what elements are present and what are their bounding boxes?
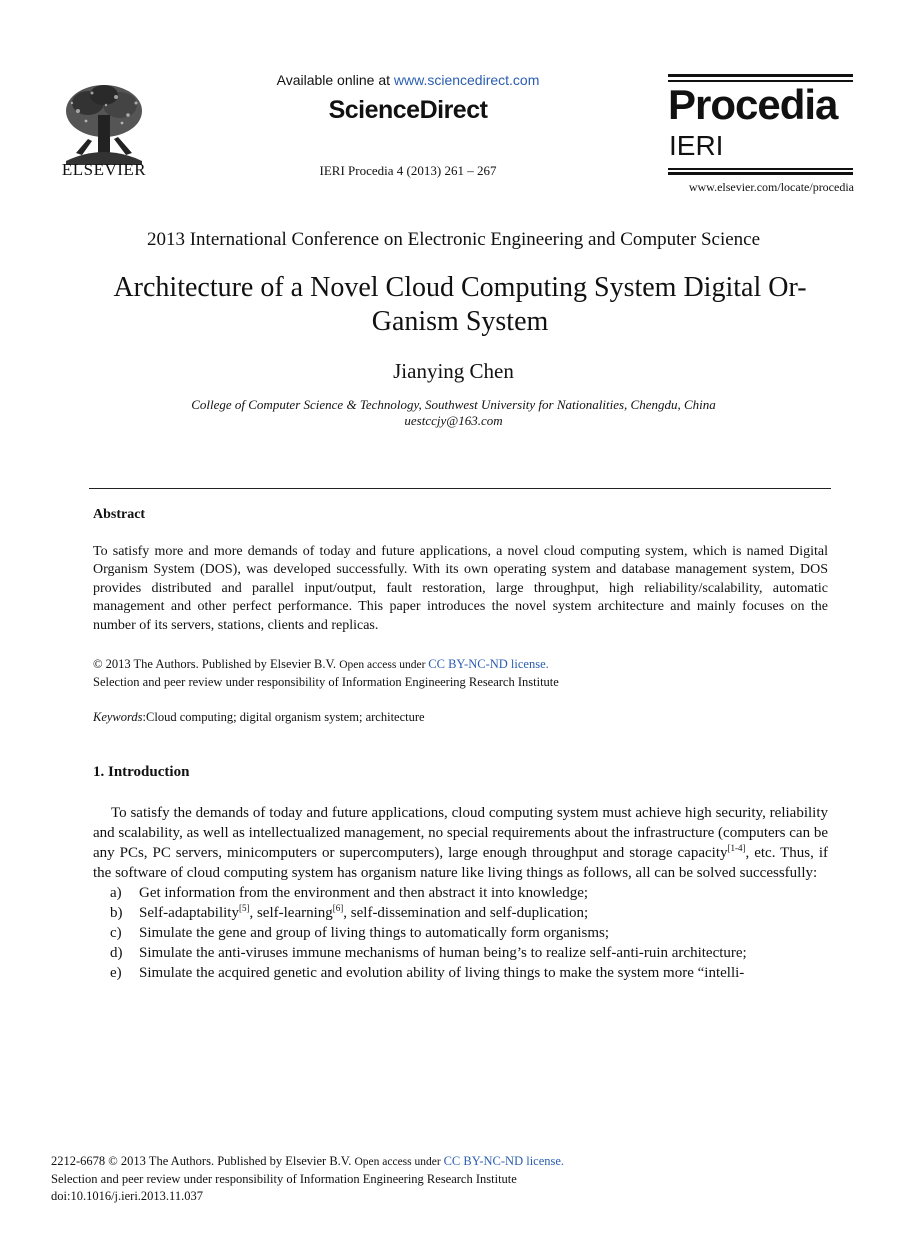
list-text: Self-adaptability xyxy=(139,905,239,921)
list-text: , self-learning xyxy=(249,905,333,921)
logo-rule-top-1 xyxy=(668,74,853,77)
list-text: Simulate the anti-viruses immune mechanisms of human being’s to realize self-anti-ruin architecture; xyxy=(139,945,747,961)
intro-paragraph xyxy=(93,803,828,883)
list-marker: a) xyxy=(110,885,122,901)
elsevier-tree-icon xyxy=(58,74,150,174)
journal-brand: Procedia xyxy=(668,81,838,128)
para-text-1: To satisfy the demands of today and future applications, cloud computing system must achieve high security, reliability and scalability, as well as intellectualized management, no special requirements about the infrastructure (computers can be any PCs, PC servers, minicomputers or supercomputers), large enough throughput and storage capacity xyxy=(93,805,828,861)
logo-rule-bottom-1 xyxy=(668,168,853,170)
list-item xyxy=(93,943,828,963)
list-marker: e) xyxy=(110,965,122,981)
footer-license-link[interactable]: CC BY-NC-ND license. xyxy=(443,1154,565,1168)
list-text: Get information from the environment and then abstract it into knowledge; xyxy=(139,885,589,901)
keywords-line xyxy=(93,710,828,725)
copyright-text: © 2013 The Authors. Published by Elsevier B.V. xyxy=(93,657,340,671)
list-text: Simulate the gene and group of living things to automatically form organisms; xyxy=(139,925,610,941)
para-text-2: , etc. Thus, if the software of cloud computing system has organism nature like living things as follows, all can be solved successfully: xyxy=(93,845,828,881)
citation: [6] xyxy=(332,903,344,913)
keywords-label: Keywords xyxy=(93,710,143,724)
intro-body xyxy=(93,803,828,983)
list-text: Simulate the acquired genetic and evolution ability of living things to make the system more “intelli- xyxy=(139,965,745,981)
keywords-separator: : xyxy=(142,710,147,724)
journal-sub: IERI xyxy=(669,130,724,161)
open-access-text: Open access under xyxy=(339,659,429,671)
logo-rule-bottom-2 xyxy=(668,172,853,175)
abstract-heading: Abstract xyxy=(93,507,146,522)
journal-url[interactable]: www.elsevier.com/locate/procedia xyxy=(688,180,854,194)
title-line-1: Architecture of a Novel Cloud Computing System Digital Or- xyxy=(113,272,807,303)
journal-logo xyxy=(668,74,853,176)
platform-name: ScienceDirect xyxy=(328,96,488,124)
conference-name: 2013 International Conference on Electronic Engineering and Computer Science xyxy=(146,229,761,250)
title-line-2: Ganism System xyxy=(371,306,549,337)
license-link[interactable]: CC BY-NC-ND license. xyxy=(428,657,549,671)
issn-text: 2212-6678 © 2013 The Authors. Published by Elsevier B.V. xyxy=(51,1154,355,1168)
issn-line xyxy=(51,1153,851,1171)
list-item xyxy=(93,883,828,903)
footer-review: Selection and peer review under responsibility of Information Engineering Research Institute xyxy=(51,1172,517,1186)
available-online xyxy=(230,72,586,88)
list-text: , self-dissemination and self-duplication; xyxy=(343,905,589,921)
list-item xyxy=(93,923,828,943)
journal-reference: IERI Procedia 4 (2013) 261 – 267 xyxy=(319,163,497,178)
author-affiliation: College of Computer Science & Technology, Southwest University for Nationalities, Chengdu, China xyxy=(191,397,716,412)
copyright-block xyxy=(93,656,828,691)
citation: [5] xyxy=(238,903,250,913)
sciencedirect-link[interactable]: www.sciencedirect.com xyxy=(393,72,540,88)
page-footer xyxy=(51,1153,851,1205)
list-item xyxy=(93,903,828,923)
list-marker: b) xyxy=(110,905,123,921)
publisher-name: ELSEVIER xyxy=(61,160,147,179)
citation: [1-4] xyxy=(727,843,746,853)
available-prefix: Available online at xyxy=(276,72,394,88)
list-item xyxy=(93,963,828,983)
author-email[interactable]: uestccjy@163.com xyxy=(404,413,503,428)
review-line: Selection and peer review under responsibility of Information Engineering Research Institute xyxy=(93,675,559,689)
list-marker: c) xyxy=(110,925,122,941)
abstract-divider xyxy=(89,488,831,489)
section-heading: 1. Introduction xyxy=(93,764,190,780)
open-access-text: Open access under xyxy=(354,1156,444,1168)
copyright-line xyxy=(93,656,828,674)
author-name: Jianying Chen xyxy=(393,359,514,383)
doi[interactable]: doi:10.1016/j.ieri.2013.11.037 xyxy=(51,1189,203,1203)
abstract-body: To satisfy more and more demands of today and future applications, a novel cloud computing system, which is named Digital Organism System (DOS), was developed successfully. With its own operating system and database management system, DOS provides distributed and parallel input/output, fault restoration, large throughput, high reliability/scalability, automatic management and other perfect performance. This paper introduces the novel system architecture and mainly focuses on the number of its servers, stations, clients and replicas. xyxy=(93,544,828,633)
keywords-list: Cloud computing; digital organism system; architecture xyxy=(146,710,425,724)
paper-title xyxy=(90,271,830,339)
list-marker: d) xyxy=(110,945,123,961)
